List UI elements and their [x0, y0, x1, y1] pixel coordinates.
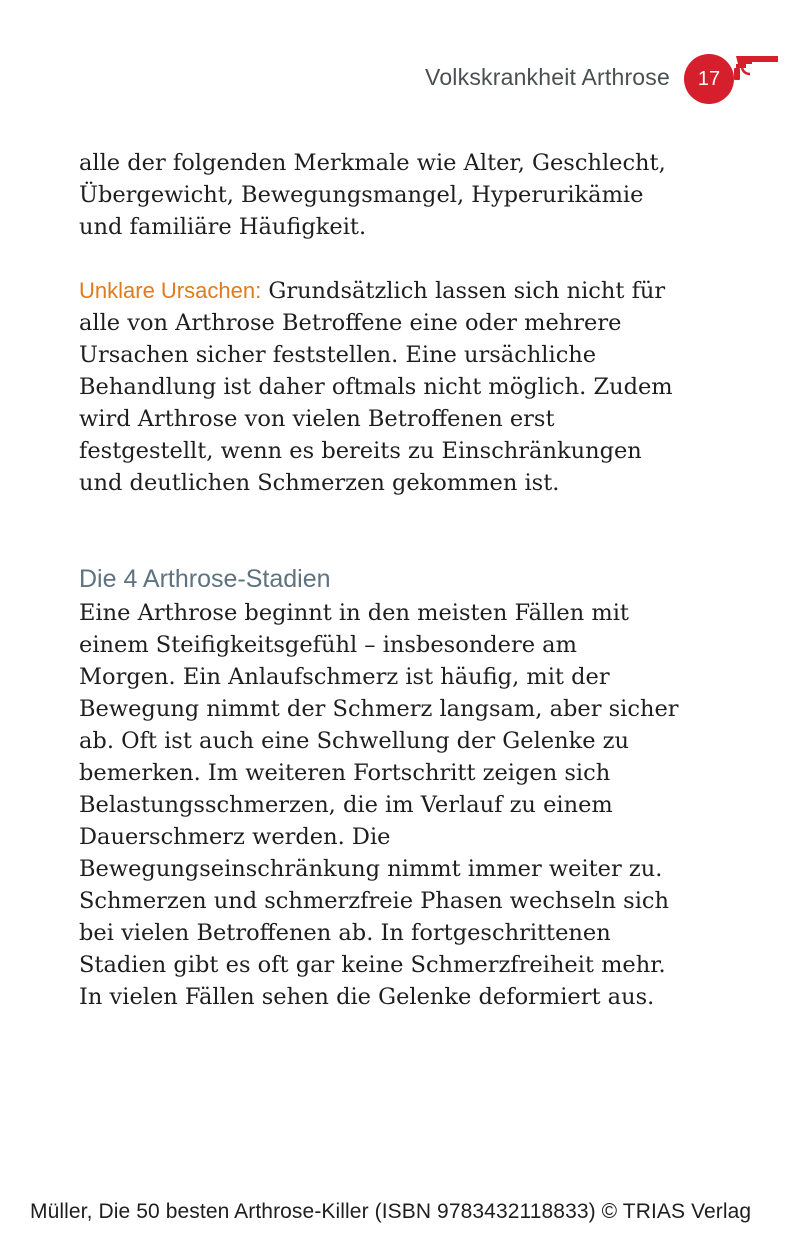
- running-title: Volkskrankheit Arthrose: [425, 64, 670, 90]
- paragraph-unclear-causes: [79, 275, 679, 499]
- main-content: [79, 147, 679, 1013]
- paragraph-risk-factors: alle der folgenden Merkmale wie Alter, Geschlecht, Übergewicht, Bewegungsmangel, Hyperurikämie und familiäre Häufigkeit.: [79, 150, 666, 240]
- paragraph-unclear-causes-text: Grundsätzlich lassen sich nicht für alle von Arthrose Betroffene eine oder mehrere Ursachen sicher feststellen. Eine ursächliche Behandlung ist daher oftmals nicht möglich. Zudem wird Arthrose von vielen Betroffenen erst festgestellt, wenn es bereits zu Einschränkungen und deutlichen Schmerzen gekommen ist.: [79, 278, 673, 496]
- section-title: Die 4 Arthrose-Stadien: [79, 565, 331, 593]
- paragraph-stages: Eine Arthrose beginnt in den meisten Fällen mit einem Steifigkeitsgefühl – insbesondere am Morgen. Ein Anlaufschmerz ist häufig, mit der Bewegung nimmt der Schmerz langsam, aber sicher ab. Oft ist auch eine Schwellung der Gelenke zu bemerken. Im weiteren Fortschritt zeigen sich Belastungsschmerzen, die im Verlauf zu einem Dauerschmerz werden. Die Bewegungseinschränkung nimmt immer weiter zu. Schmerzen und schmerzfreie Phasen wechseln sich bei vielen Betroffenen ab. In fortgeschrittenen Stadien gibt es oft gar keine Schmerzfreiheit mehr. In vielen Fällen sehen die Gelenke deformiert aus.: [79, 600, 679, 1010]
- footer-citation: Müller, Die 50 besten Arthrose-Killer (ISBN 9783432118833) © TRIAS Verlag: [30, 1200, 752, 1223]
- pistol-icon: [732, 52, 780, 82]
- page-number-badge: 17: [684, 54, 734, 104]
- page-header: [0, 52, 788, 108]
- lead-in-unclear-causes: Unklare Ursachen:: [79, 278, 262, 303]
